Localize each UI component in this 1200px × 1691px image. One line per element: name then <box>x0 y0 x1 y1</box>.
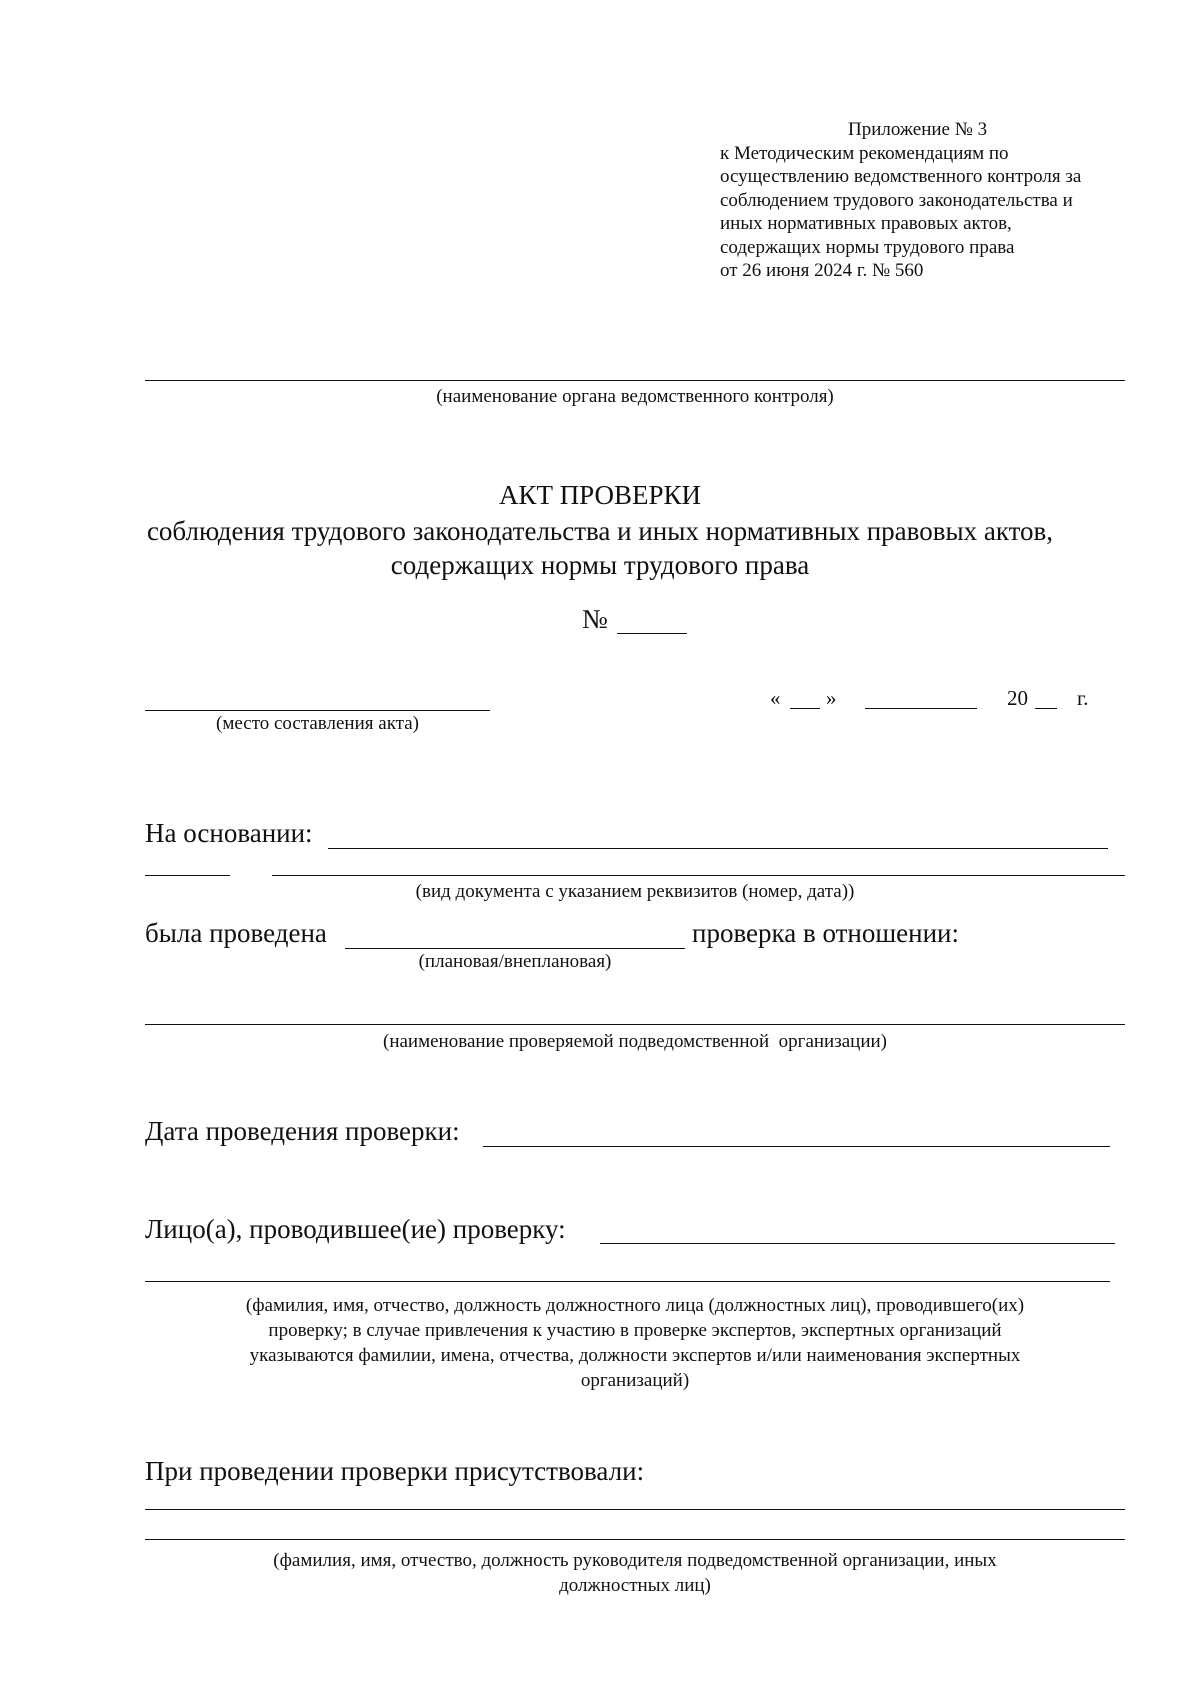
org-caption: (наименование органа ведомственного контроля) <box>436 386 834 407</box>
inspectors-label: Лицо(а), проводившее(ие) проверку: <box>145 1214 566 1244</box>
present-field-line2[interactable] <box>145 1539 1125 1540</box>
org-name-line[interactable] <box>145 380 1125 381</box>
inspectors-field-line2[interactable] <box>145 1281 1110 1282</box>
act-number-field[interactable] <box>617 633 687 634</box>
date-close-quote: » <box>826 686 837 710</box>
present-caption <box>145 1548 1125 1598</box>
basis-caption: (вид документа с указанием реквизитов (номер, дата)) <box>415 881 855 902</box>
place-field[interactable] <box>145 710 490 711</box>
organization-field[interactable] <box>145 1024 1125 1025</box>
present-label: При проведении проверки присутствовали: <box>145 1456 645 1486</box>
present-caption-line: (фамилия, имя, отчество, должность руководителя подведомственной организации, иных <box>273 1550 997 1571</box>
inspection-type-caption: (плановая/внеплановая) <box>418 951 612 972</box>
document-title: АКТ ПРОВЕРКИ <box>498 480 702 510</box>
check-date-field[interactable] <box>483 1146 1110 1147</box>
check-date-label: Дата проведения проверки: <box>145 1116 460 1146</box>
number-sign: № <box>582 604 608 634</box>
inspectors-caption-line: указываются фамилии, имена, отчества, должности экспертов и/или наименования экспертных <box>249 1345 1021 1366</box>
appendix-line: к Методическим рекомендациям по <box>720 142 1009 164</box>
present-field-line1[interactable] <box>145 1509 1125 1510</box>
appendix-line: осуществлению ведомственного контроля за <box>720 166 1082 187</box>
conducted-suffix: проверка в отношении: <box>692 918 959 948</box>
basis-field[interactable] <box>328 848 1108 849</box>
date-year-prefix: 20 <box>1007 686 1028 710</box>
document-subtitle-line2: содержащих нормы трудового права <box>390 550 810 580</box>
basis-label: На основании: <box>145 818 313 848</box>
document-subtitle-line1: соблюдения трудового законодательства и иных нормативных правовых актов, <box>146 516 1054 546</box>
place-caption: (место составления акта) <box>216 713 419 734</box>
date-year-field[interactable] <box>1035 708 1057 709</box>
conducted-label: была проведена <box>145 918 327 948</box>
inspection-type-field[interactable] <box>345 948 685 949</box>
appendix-block <box>720 118 1140 283</box>
date-year-suffix: г. <box>1077 686 1089 710</box>
date-month-field[interactable] <box>865 708 977 709</box>
date-open-quote: « <box>770 686 781 710</box>
date-day-field[interactable] <box>790 708 820 709</box>
inspectors-caption-line: (фамилия, имя, отчество, должность должностного лица (должностных лиц), проводившего(их) <box>245 1295 1025 1316</box>
inspectors-caption <box>145 1293 1125 1393</box>
inspectors-caption-line: проверку; в случае привлечения к участию в проверке экспертов, экспертных организаций <box>268 1320 1002 1341</box>
basis-field-line2a[interactable] <box>145 875 230 876</box>
appendix-title: Приложение № 3 <box>848 119 988 140</box>
appendix-line: соблюдением трудового законодательства и <box>720 189 1073 211</box>
appendix-line: иных нормативных правовых актов, <box>720 213 1012 234</box>
inspectors-field[interactable] <box>600 1243 1115 1244</box>
organization-caption: (наименование проверяемой подведомственной организации) <box>383 1031 887 1052</box>
basis-field-line2b[interactable] <box>272 875 1125 876</box>
inspectors-caption-line: организаций) <box>580 1370 690 1391</box>
present-caption-line: должностных лиц) <box>559 1575 711 1596</box>
appendix-line: содержащих нормы трудового права <box>720 236 1015 258</box>
appendix-line: от 26 июня 2024 г. № 560 <box>720 260 924 281</box>
